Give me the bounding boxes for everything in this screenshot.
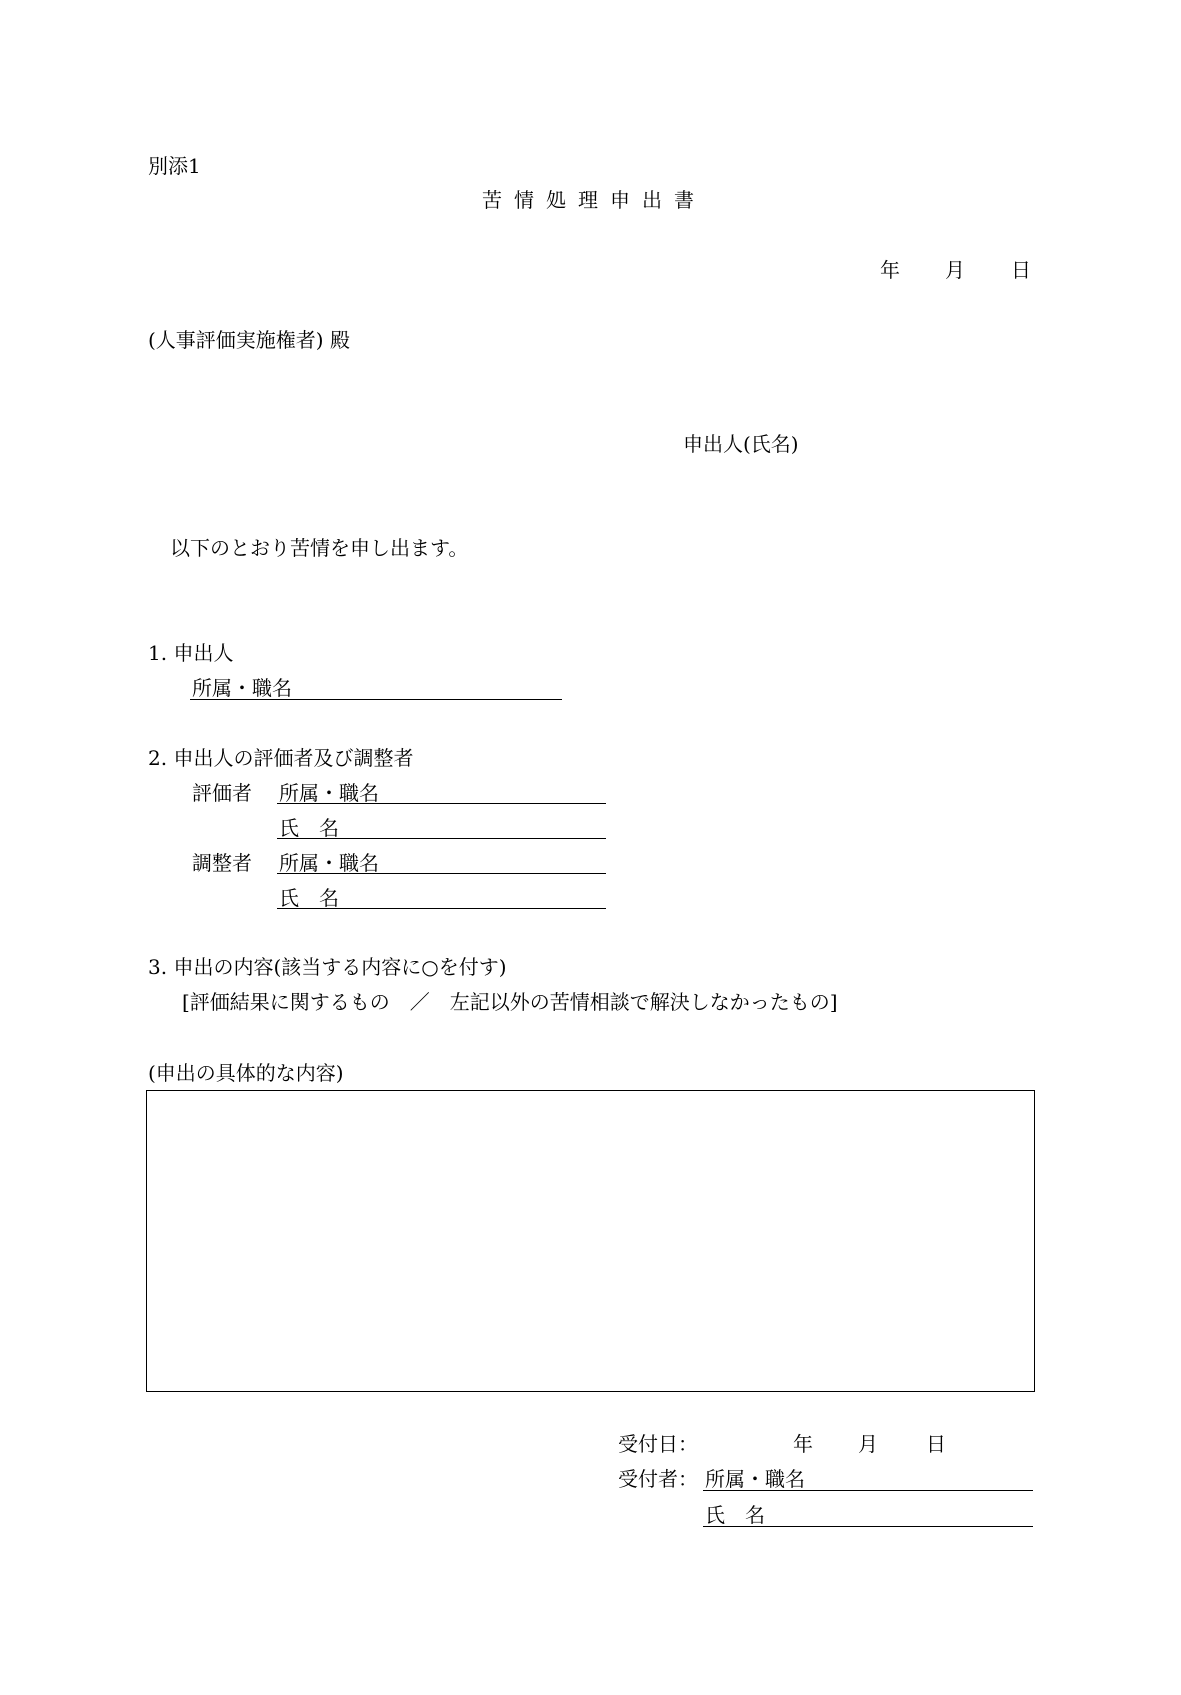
section1-heading: 1. 申出人	[148, 641, 234, 665]
receiver-affiliation-label: 所属・職名	[705, 1467, 805, 1491]
date-day: 日	[1011, 258, 1031, 282]
intro-text: 以下のとおり苦情を申し出ます。	[170, 536, 469, 560]
receiver-label: 受付者：	[618, 1467, 698, 1491]
adjuster-name-label: 氏 名	[279, 886, 339, 910]
adjuster-label: 調整者	[192, 851, 252, 875]
adjuster-name-line[interactable]	[277, 908, 606, 909]
evaluator-affiliation-line[interactable]	[277, 803, 606, 804]
receiver-name-line[interactable]	[703, 1526, 1033, 1527]
section1-affiliation-line[interactable]	[190, 699, 562, 700]
date-month: 月	[945, 258, 965, 282]
receiver-affiliation-line[interactable]	[703, 1490, 1033, 1491]
section3-heading: 3. 申出の内容(該当する内容に○を付す)	[148, 955, 507, 979]
evaluator-affiliation-label: 所属・職名	[279, 781, 379, 805]
section1-affiliation-label: 所属・職名	[192, 676, 292, 700]
reception-date-label: 受付日：	[618, 1432, 698, 1456]
section3-options[interactable]: [評価結果に関するもの ／ 左記以外の苦情相談で解決しなかったもの]	[182, 990, 838, 1014]
evaluator-name-line[interactable]	[277, 838, 606, 839]
evaluator-label: 評価者	[192, 781, 252, 805]
adjuster-affiliation-line[interactable]	[277, 873, 606, 874]
document-title: 苦情処理申出書	[482, 188, 706, 212]
section2-heading: 2. 申出人の評価者及び調整者	[148, 746, 414, 770]
details-box[interactable]	[146, 1090, 1035, 1392]
adjuster-affiliation-label: 所属・職名	[279, 851, 379, 875]
applicant-name-label: 申出人(氏名)	[683, 432, 799, 456]
reception-year: 年	[793, 1432, 813, 1456]
receiver-name-label: 氏 名	[705, 1503, 765, 1527]
reception-month: 月	[858, 1432, 878, 1456]
details-label: (申出の具体的な内容)	[148, 1061, 344, 1085]
evaluator-name-label: 氏 名	[279, 816, 339, 840]
reception-day: 日	[926, 1432, 946, 1456]
addressee: (人事評価実施権者) 殿	[148, 328, 350, 352]
date-year: 年	[880, 258, 900, 282]
attachment-label: 別添1	[148, 154, 201, 178]
